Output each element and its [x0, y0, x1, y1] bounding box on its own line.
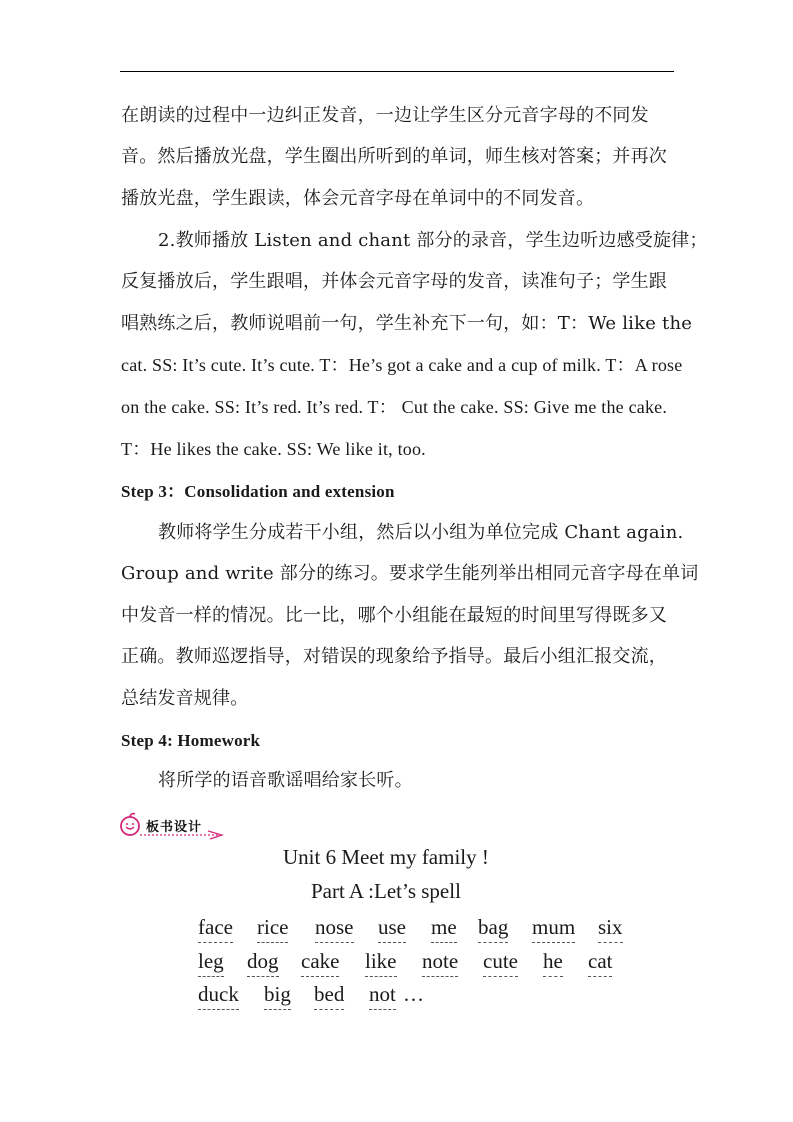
paragraph-line: 总结发音规律。 [121, 688, 249, 709]
word: cat [588, 949, 613, 973]
word: leg [198, 949, 224, 973]
paragraph-line: 唱熟练之后，教师说唱前一句，学生补充下一句，如：T：We like the [121, 313, 693, 334]
word: nose [315, 915, 354, 939]
paragraph-line: cat. SS: It’s cute. It’s cute. T：He’s got a cake and a cup of milk. T：A rose [121, 355, 683, 375]
word: six [598, 915, 623, 939]
word: like [365, 949, 397, 973]
word: not [369, 982, 396, 1006]
word: big [264, 982, 291, 1006]
paragraph-line: on the cake. SS: It’s red. It’s red. T： Cut the cake. SS: Give me the cake. [121, 397, 668, 417]
word: cake [301, 949, 340, 973]
paragraph-line: 将所学的语音歌谣唱给家长听。 [158, 770, 413, 791]
ellipsis: … [403, 982, 424, 1006]
header-rule [120, 71, 674, 72]
word: bag [478, 915, 509, 939]
word: bed [314, 982, 345, 1006]
paragraph-line: 2.教师播放 Listen and chant 部分的录音，学生边听边感受旋律； [158, 230, 708, 251]
paragraph-line: Group and write 部分的练习。要求学生能列举出相同元音字母在单词 [121, 563, 699, 584]
word: rice [257, 915, 289, 939]
paragraph-line: 教师将学生分成若干小组，然后以小组为单位完成 Chant again. [158, 522, 684, 543]
board-title-part: Part A :Let’s spell [311, 879, 461, 903]
paragraph-line: 播放光盘，学生跟读，体会元音字母在单词中的不同发音。 [121, 188, 595, 209]
board-title-unit: Unit 6 Meet my family ! [283, 845, 489, 869]
board-design-badge [118, 812, 226, 840]
paragraph-line: 反复播放后，学生跟唱，并体会元音字母的发音，读准句子；学生跟 [121, 271, 667, 292]
word: dog [247, 949, 279, 973]
paragraph-line: T：He likes the cake. SS: We like it, too. [121, 439, 426, 459]
word: face [198, 915, 233, 939]
word: mum [532, 915, 576, 939]
paragraph-line: 在朗读的过程中一边纠正发音，一边让学生区分元音字母的不同发 [121, 105, 649, 126]
word: use [378, 915, 406, 939]
paragraph-line: 中发音一样的情况。比一比，哪个小组能在最短的时间里写得既多又 [121, 605, 667, 626]
step4-heading: Step 4: Homework [121, 731, 261, 750]
word: he [543, 949, 563, 973]
board-design-label: 板书设计 [146, 820, 203, 835]
step3-heading: Step 3：Consolidation and extension [121, 482, 395, 501]
paragraph-line: 正确。教师巡逻指导，对错误的现象给予指导。最后小组汇报交流， [121, 646, 667, 667]
paragraph-line: 音。然后播放光盘，学生圈出所听到的单词，师生核对答案；并再次 [121, 146, 667, 167]
word: duck [198, 982, 239, 1006]
word: me [431, 915, 457, 939]
word: cute [483, 949, 518, 973]
word: note [422, 949, 459, 973]
